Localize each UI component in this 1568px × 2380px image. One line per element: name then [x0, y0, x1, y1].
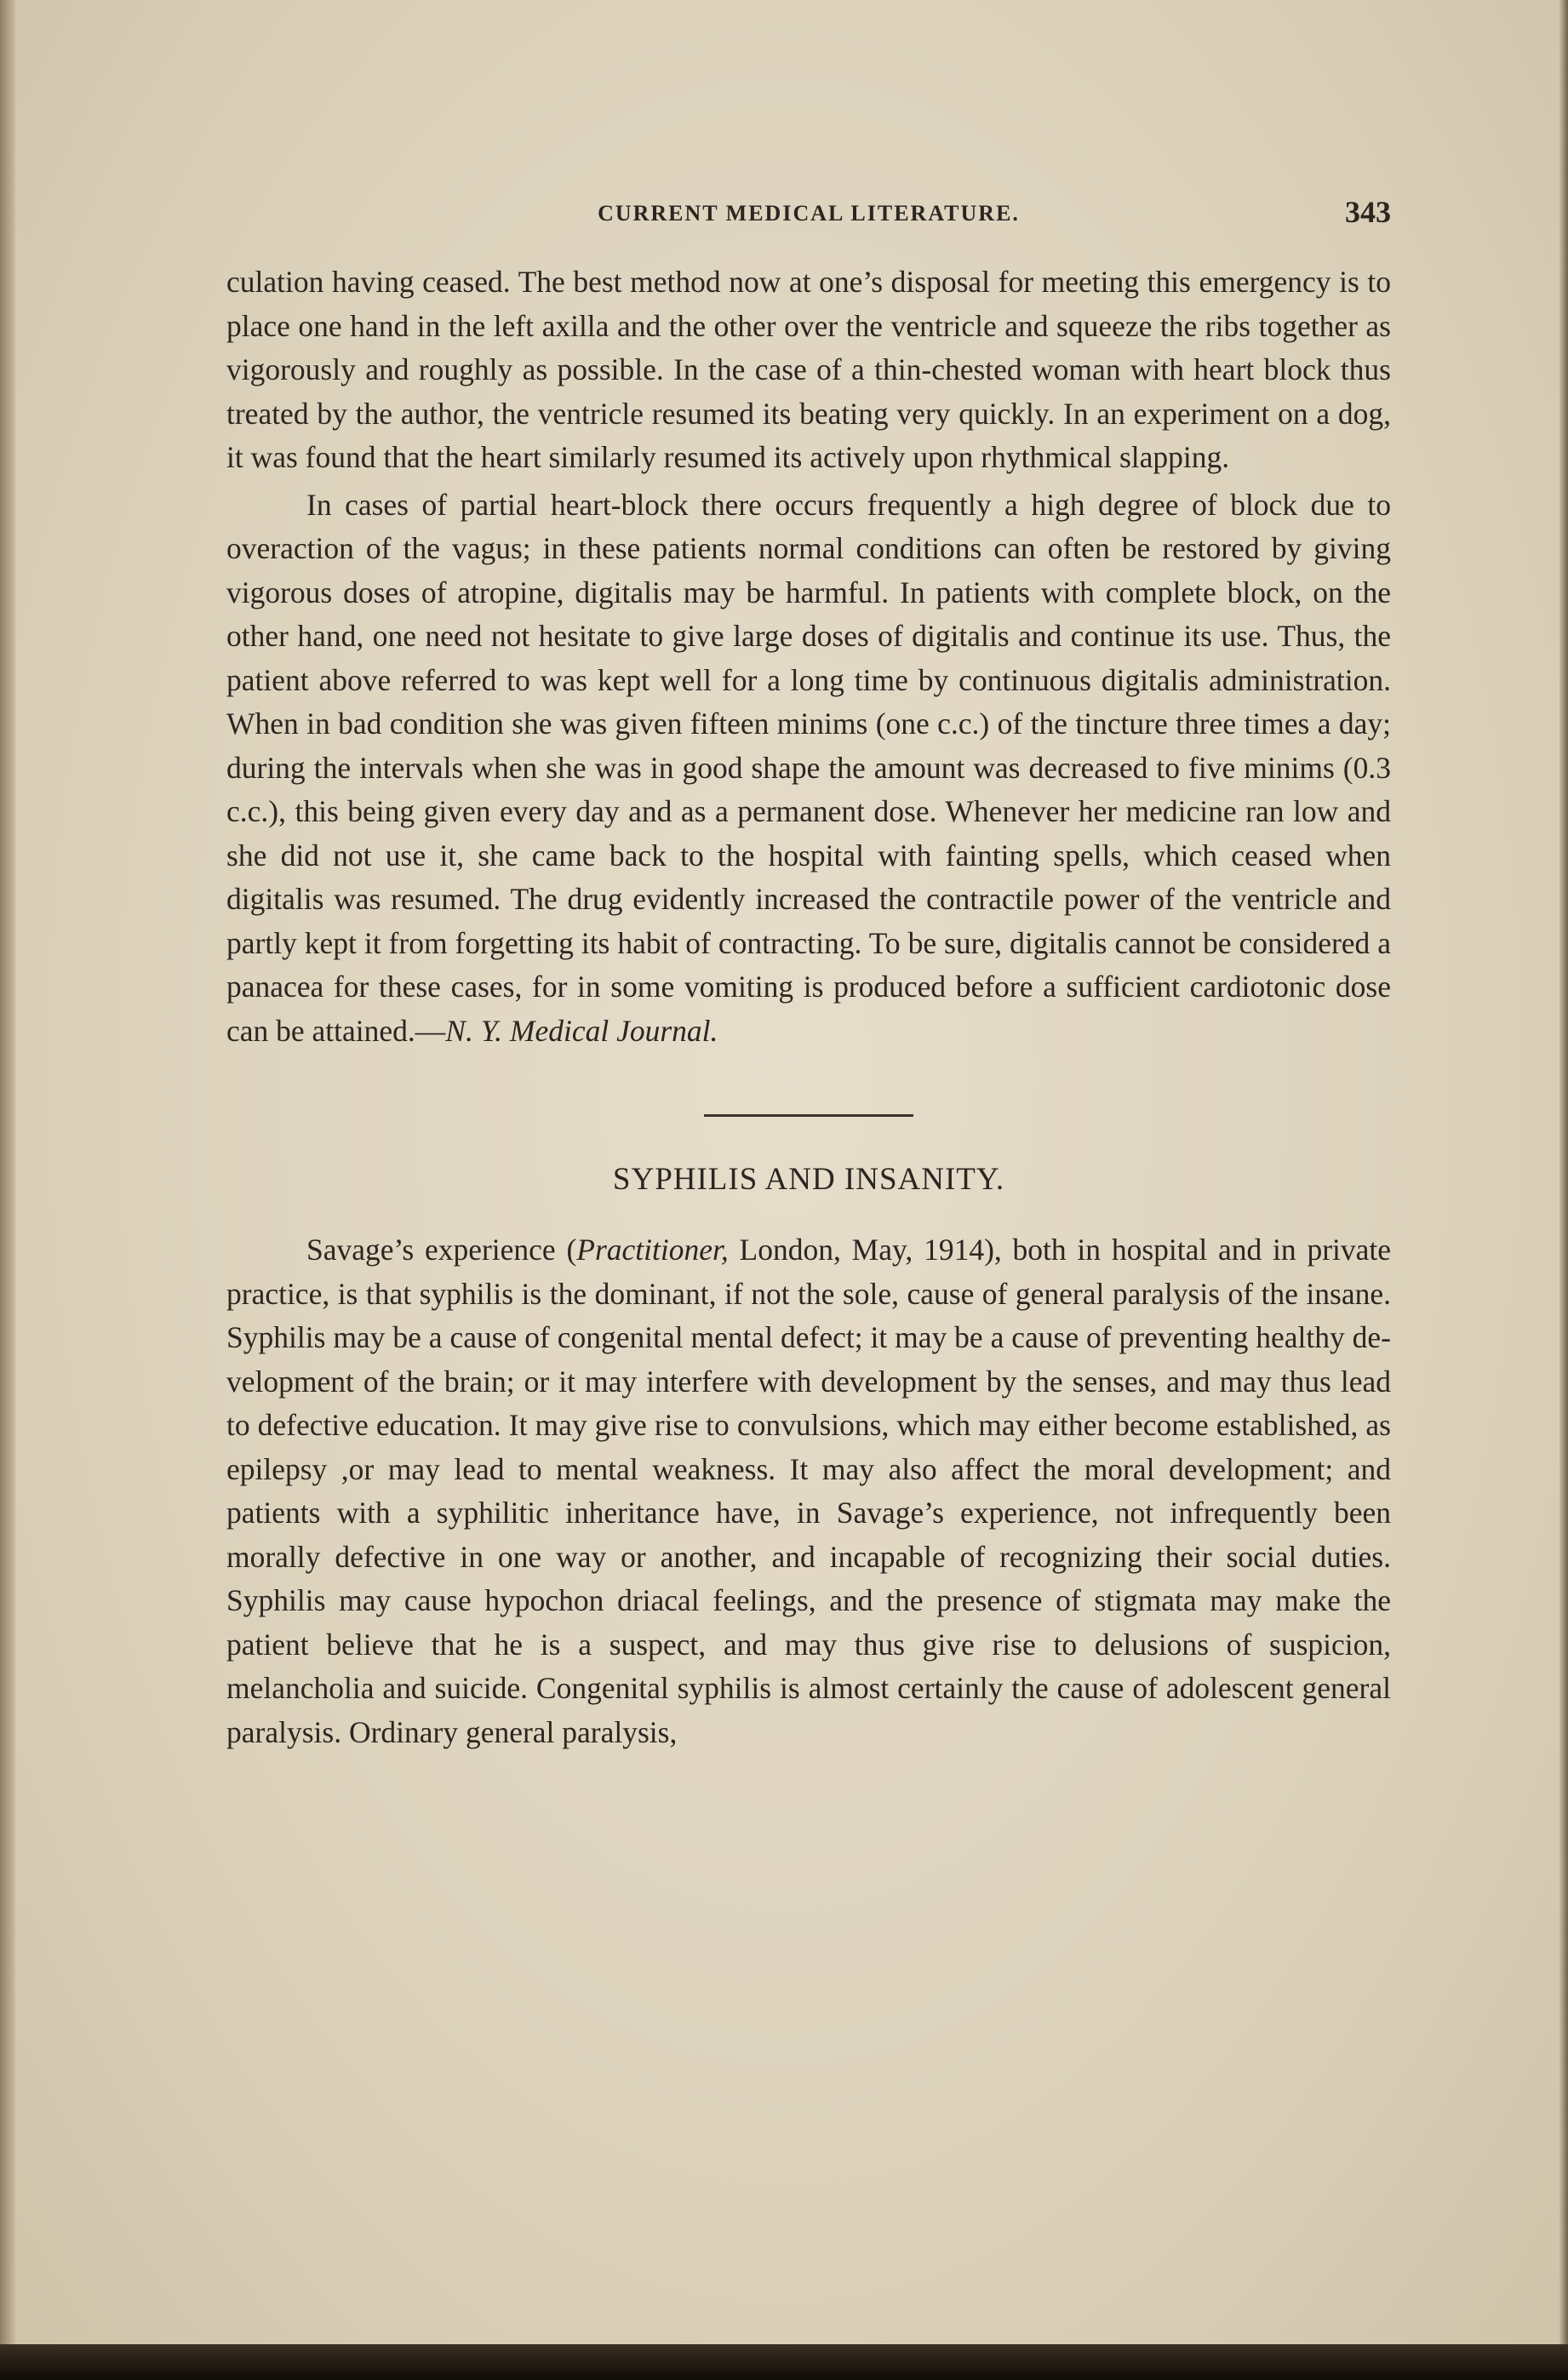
- page-right-edge: [1559, 0, 1568, 2380]
- article2-paragraph-1: [226, 1228, 1391, 1754]
- document-page: [226, 194, 1391, 1754]
- page-number: 343: [1345, 195, 1391, 229]
- running-head: [226, 194, 1391, 245]
- article1-paragraph-1: culation having ceased. The best method now at one’s disposal for meeting this emergency is to place one hand in the left axilla and the other over the ventricle and squeeze the ribs together as vigorously and roughly as possible. In the case of a thin-chested woman with heart block thus treated by the author, the ventricle resumed its beating very quickly. In an experiment on a dog, it was found that the heart similarly resumed its actively upon rhythmical slapping.: [226, 265, 1391, 474]
- page-bottom-shadow: [0, 2344, 1568, 2380]
- running-title: CURRENT MEDICAL LITERATURE.: [598, 201, 1020, 226]
- page-left-edge: [0, 0, 15, 2380]
- article2-paragraph-1-rest: London, May, 1914), both in hospital and in private practice, is that syphilis is the dominant, if not the sole, cause of general paralysis of the insane. Syphilis may be a cause of congenital mental defect; it may be a cause of preventing healthy development of the brain; or it may interfere with development by the senses, and may thus lead to defective education. It may give rise to convulsions, which may either become established, as epilepsy ,or may lead to mental weakness. It may also affect the moral development; and patients with a syphilitic inheritance have, in Savage’s experience, not infrequently been morally defective in one way or another, and incapable of recognizing their social duties. Syphilis may cause hypochon driacal feelings, and the presence of stigmata may make the patient believe that he is a suspect, and may thus give rise to delusions of suspicion, melancholia and suicide. Congenital syphilis is almost certainly the cause of adolescent general paralysis. Ordinary general paralysis,: [226, 1233, 1392, 1749]
- practitioner-citation: Practitioner,: [576, 1233, 729, 1267]
- article2-paragraph-1-start: Savage’s experience (: [306, 1233, 577, 1267]
- section-title: SYPHILIS AND INSANITY.: [612, 1162, 1005, 1197]
- article1-paragraph-2-text: In cases of partial heart-block there occurs frequently a high degree of block due to overaction of the vagus; in these patients normal conditions can often be restored by giving vigorous doses of atropine, digitalis may be harmful. In patients with complete block, on the other hand, one need not hesitate to give large doses of digitalis and continue its use. Thus, the patient above referred to was kept well for a long time by continuous digitalis administration. When in bad condition she was given fifteen minims (one c.c.) of the tincture three times a day; during the intervals when she was in good shape the amount was decreased to five minims (0.3 c.c.), this being given every day and as a permanent dose. Whenever her medicine ran low and she did not use it, she came back to the hospital with fainting spells, which ceased when digitalis was resumed. The drug evidently increased the contractile power of the ventricle and partly kept it from forgetting its habit of contracting. To be sure, digitalis cannot be considered a panacea for these cases, for in some vomiting is produced before a sufficient cardiotonic dose can be attained.—: [226, 487, 1391, 1048]
- journal-citation: N. Y. Medical Journal.: [445, 1013, 718, 1048]
- article1-paragraph-2: [226, 483, 1391, 1054]
- section-divider: [704, 1114, 913, 1117]
